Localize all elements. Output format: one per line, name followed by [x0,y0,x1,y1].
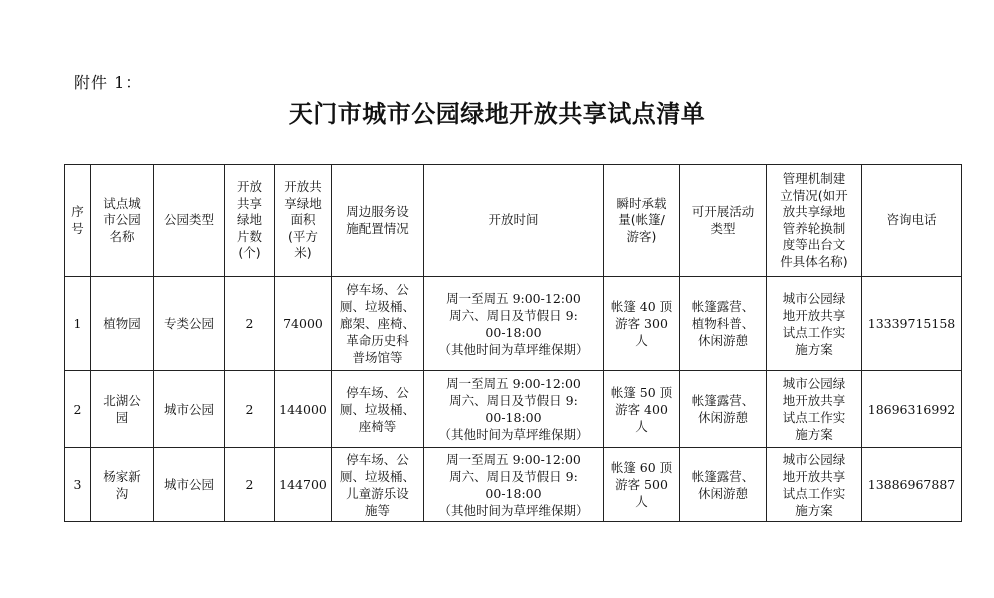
document-title: 天门市城市公园绿地开放共享试点清单 [288,99,706,128]
activities [680,277,767,371]
green-space-area: 74000 [275,277,332,371]
header-hours-line: 开放时间 [488,212,539,228]
management-mechanism-line: 试点工作实 [782,324,846,340]
management-mechanism-line: 地开放共享 [782,307,846,323]
header-phone-line: 咨询电话 [886,212,937,228]
green-space-area: 144700 [275,448,332,522]
management-mechanism-line: 地开放共享 [782,468,846,484]
park-name-line: 植物园 [103,316,141,331]
opening-hours [424,371,604,448]
table-header-row [65,165,962,277]
management-mechanism-line: 城市公园绿 [782,290,846,306]
row-number: 3 [65,448,91,522]
facilities-line: 廊架、座椅、 [339,316,415,331]
header-facilities [332,165,424,277]
opening-hours-line: （其他时间为草坪维保期） [438,502,589,518]
pilot-list-table [64,164,962,522]
header-facilities-line: 施配置情况 [346,220,409,236]
header-park-name-line: 名称 [109,228,135,244]
capacity-line: 人 [635,494,648,509]
header-park-name-line: 市公园 [103,212,141,228]
opening-hours [424,448,604,522]
opening-hours-line: 周六、周日及节假日 9: [449,468,578,484]
activities-line: 休闲游憩 [697,485,748,501]
facilities-line: 施等 [364,502,390,518]
park-type: 专类公园 [154,277,225,371]
header-facilities-line: 周边服务设 [346,204,409,219]
header-area-line: 享绿地 [284,195,322,211]
activities-line: 帐篷露营、 [691,299,755,314]
activities-line: 植物科普、 [691,316,755,331]
capacity-line: 游客 300 [615,316,668,331]
header-capacity-line: 瞬时承载 [616,195,667,211]
phone-number: 13339715158 [862,277,962,371]
facilities-line: 停车场、公 [346,282,409,297]
header-count-line: 共享 [236,195,262,211]
attachment-label: 附件 1： [74,73,143,92]
management-mechanism-line: 地开放共享 [782,393,846,408]
header-no-line: 号 [71,220,84,236]
header-capacity [604,165,680,277]
phone-number: 18696316992 [862,371,962,448]
header-phone [862,165,962,277]
capacity-line: 游客 400 [615,401,668,417]
opening-hours-line: 周一至周五 9:00-12:00 [446,451,581,467]
opening-hours-line: 00-18:00 [485,485,542,501]
header-mechanism-line: 件具体名称) [780,253,848,269]
header-area-line: 米) [294,245,312,261]
header-mechanism-line: 管养轮换制 [782,220,846,236]
header-mechanism-line: 立情况(如开 [780,187,848,203]
management-mechanism-line: 试点工作实 [782,485,846,501]
header-activities-line: 类型 [710,220,736,236]
header-count [225,165,275,277]
capacity-line: 人 [635,333,648,348]
header-area-line: (平方 [288,228,318,244]
facilities [332,371,424,448]
header-count-line: 绿地 [236,212,262,228]
capacity-line: 游客 500 [615,477,668,492]
opening-hours-line: 周六、周日及节假日 9: [449,393,578,408]
activities-line: 休闲游憩 [697,410,748,425]
phone-number: 13886967887 [862,448,962,522]
park-name-line: 北湖公 [103,393,141,408]
facilities-line: 停车场、公 [346,384,409,400]
opening-hours-line: 周六、周日及节假日 9: [449,307,578,323]
header-area [275,165,332,277]
capacity-line: 人 [635,418,648,434]
capacity [604,277,680,371]
facilities-line: 儿童游乐设 [346,485,409,501]
management-mechanism-line: 试点工作实 [782,410,846,425]
header-area-line: 面积 [290,212,316,228]
park-name-line: 杨家新 [103,468,141,484]
green-space-area: 144000 [275,371,332,448]
header-hours [424,165,604,277]
management-mechanism-line: 城市公园绿 [782,451,846,467]
header-park-name-line: 试点城 [103,195,141,211]
table-row [65,277,962,371]
opening-hours-line: 00-18:00 [485,410,542,425]
header-park-type [154,165,225,277]
management-mechanism-line: 城市公园绿 [782,376,846,391]
header-activities-line: 可开展活动 [691,204,755,219]
facilities-line: 厕、垃圾桶、 [339,468,415,484]
header-no-line: 序 [71,204,84,219]
park-name [91,277,154,371]
facilities-line: 厕、垃圾桶、 [339,401,415,417]
facilities-line: 座椅等 [358,418,397,434]
park-type: 城市公园 [154,448,225,522]
capacity [604,448,680,522]
facilities-line: 革命历史科 [346,333,409,348]
capacity-line: 帐篷 50 顶 [610,384,673,400]
management-mechanism-line: 施方案 [795,502,833,518]
activities-line: 休闲游憩 [697,333,748,348]
opening-hours-line: 00-18:00 [485,324,542,340]
opening-hours [424,277,604,371]
green-space-count: 2 [225,371,275,448]
park-name-line: 园 [115,410,129,425]
opening-hours-line: （其他时间为草坪维保期） [438,427,589,442]
facilities-line: 普场馆等 [352,350,403,365]
management-mechanism [767,371,862,448]
opening-hours-line: 周一至周五 9:00-12:00 [446,290,581,306]
header-count-line: (个) [238,245,261,261]
facilities-line: 停车场、公 [346,451,409,467]
park-name [91,371,154,448]
capacity-line: 帐篷 60 顶 [610,460,673,475]
header-capacity-line: 量(帐篷/ [618,212,665,228]
capacity [604,371,680,448]
capacity-line: 帐篷 40 顶 [610,299,673,314]
activities [680,371,767,448]
facilities-line: 厕、垃圾桶、 [339,299,415,314]
opening-hours-line: （其他时间为草坪维保期） [438,341,589,357]
green-space-count: 2 [225,448,275,522]
management-mechanism [767,277,862,371]
table-row [65,448,962,522]
header-area-line: 开放共 [284,179,322,195]
header-activities [680,165,767,277]
facilities [332,277,424,371]
park-type: 城市公园 [154,371,225,448]
table-row [65,371,962,448]
header-capacity-line: 游客) [626,228,657,244]
header-mechanism-line: 放共享绿地 [782,204,846,219]
activities [680,448,767,522]
header-mechanism [767,165,862,277]
header-no [65,165,91,277]
header-mechanism-line: 管理机制建 [782,171,846,186]
facilities [332,448,424,522]
row-number: 2 [65,371,91,448]
row-number: 1 [65,277,91,371]
header-park-name [91,165,154,277]
header-count-line: 片数 [236,228,262,244]
header-mechanism-line: 度等出台文 [782,237,846,252]
management-mechanism [767,448,862,522]
header-park-type-line: 公园类型 [163,212,214,228]
park-name-line: 沟 [115,485,129,501]
opening-hours-line: 周一至周五 9:00-12:00 [446,376,581,391]
activities-line: 帐篷露营、 [691,468,755,484]
header-count-line: 开放 [236,179,262,195]
management-mechanism-line: 施方案 [795,341,833,357]
management-mechanism-line: 施方案 [795,427,833,442]
activities-line: 帐篷露营、 [691,393,755,408]
park-name [91,448,154,522]
green-space-count: 2 [225,277,275,371]
